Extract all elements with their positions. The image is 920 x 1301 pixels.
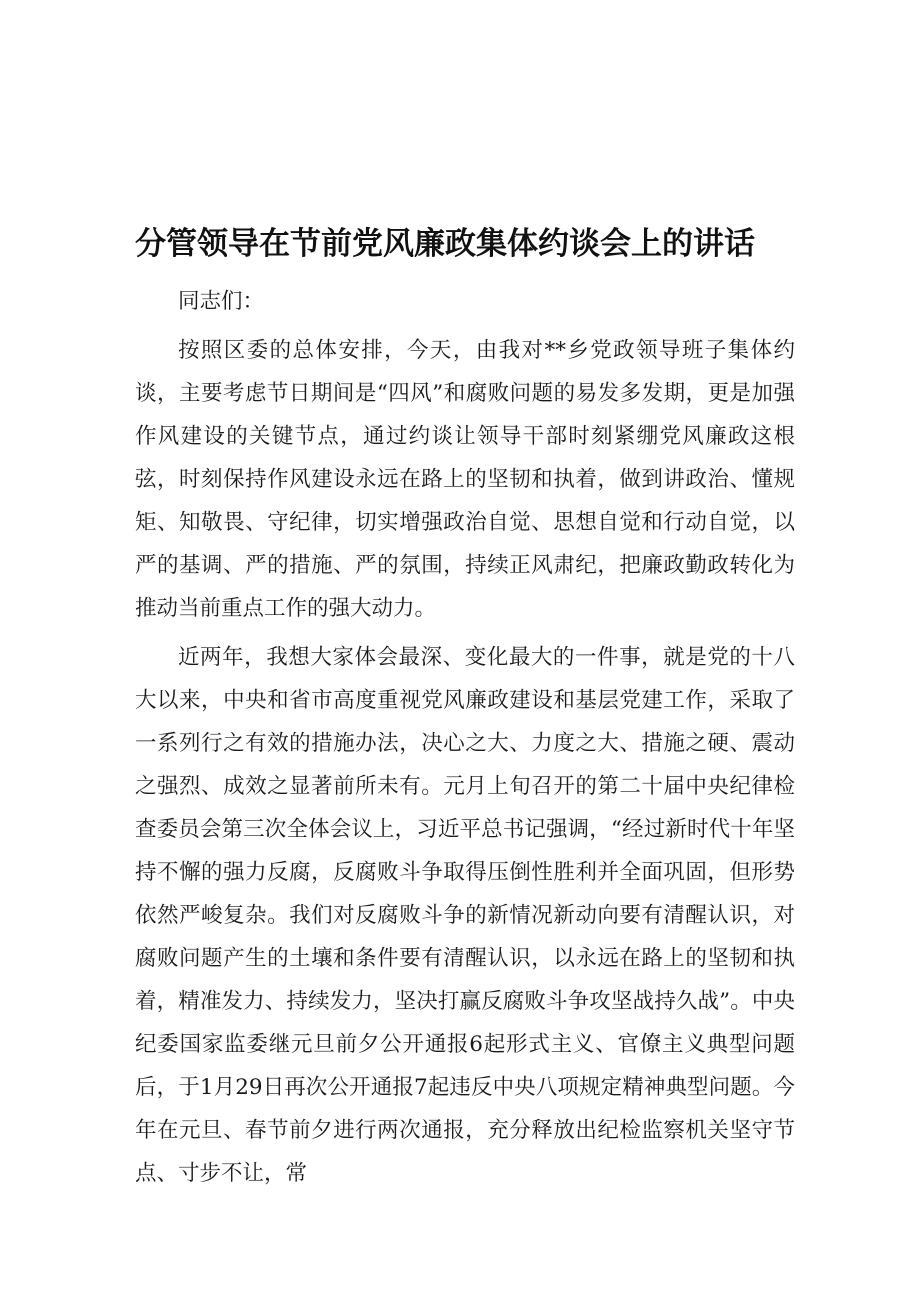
document-body	[135, 280, 795, 1195]
paragraph-2: 近两年，我想大家体会最深、变化最大的一件事，就是党的十八大以来，中央和省市高度重视党风廉政建设和基层党建工作，采取了一系列行之有效的措施办法，决心之大、力度之大、措施之硬、震动之强烈、成效之显著前所未有。元月上旬召开的第二十届中央纪律检查委员会第三次全体会议上，习近平总书记强调，“经过新时代十年坚持不懈的强力反腐，反腐败斗争取得压倒性胜利并全面巩固，但形势依然严峻复杂。我们对反腐败斗争的新情况新动向要有清醒认识，对腐败问题产生的土壤和条件要有清醒认识，以永远在路上的坚韧和执着，精准发力、持续发力，坚决打赢反腐败斗争攻坚战持久战”。中央纪委国家监委继元旦前夕公开通报6起形式主义、官僚主义典型问题后，于1月29日再次公开通报7起违反中央八项规定精神典型问题。今年在元旦、春节前夕进行两次通报，充分释放出纪检监察机关坚守节点、寸步不让，常	[135, 645, 795, 1186]
document-title: 分管领导在节前党风廉政集体约谈会上的讲话	[135, 226, 755, 262]
salutation: 同志们：	[178, 289, 265, 314]
paragraph-1: 按照区委的总体安排，今天，由我对**乡党政领导班子集体约谈，主要考虑节日期间是“四风”和腐败问题的易发多发期，更是加强作风建设的关键节点，通过约谈让领导干部时刻紧绷党风廉政这根弦，时刻保持作风建设永远在路上的坚韧和执着，做到讲政治、懂规矩、知敬畏、守纪律，切实增强政治自觉、思想自觉和行动自觉，以严的基调、严的措施、严的氛围，持续正风肃纪，把廉政勤政转化为推动当前重点工作的强大动力。	[135, 338, 795, 621]
